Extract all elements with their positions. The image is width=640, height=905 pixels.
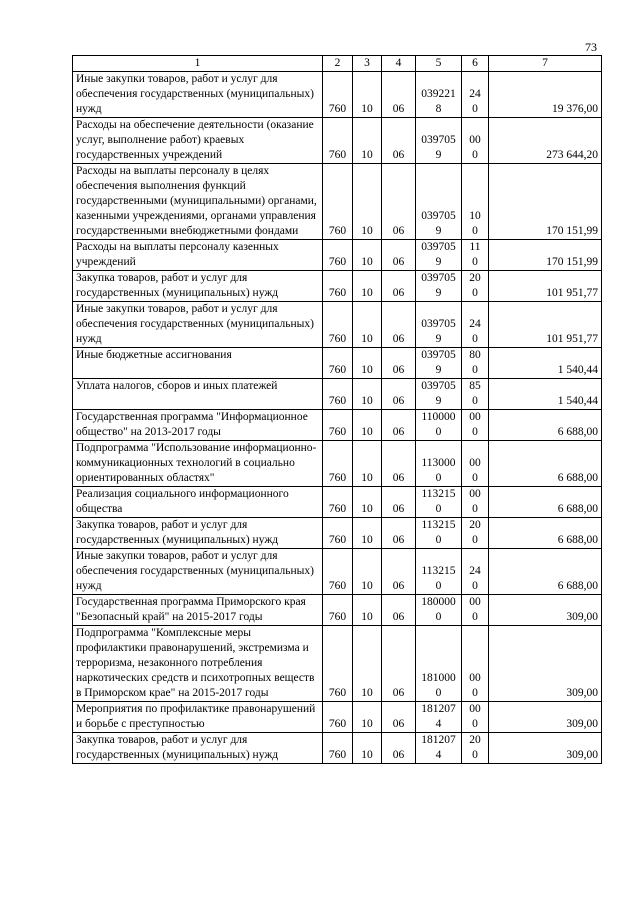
column-header: 5 [416, 56, 462, 72]
expense-type-cell: 00 0 [462, 702, 489, 733]
subsection-code-cell: 06 [382, 702, 416, 733]
table-row [73, 626, 602, 702]
ministry-code-cell: 760 [323, 72, 353, 118]
subsection-code-cell: 06 [382, 379, 416, 410]
section-code-cell: 10 [353, 240, 382, 271]
subsection-code-cell: 06 [382, 164, 416, 240]
amount-cell: 6 688,00 [489, 549, 602, 595]
column-header: 7 [489, 56, 602, 72]
row-name-cell: Подпрограмма "Использование информационно-коммуникационных технологий в социально ориентированных областях" [73, 441, 323, 487]
section-code-cell: 10 [353, 164, 382, 240]
row-name-cell: Закупка товаров, работ и услуг для государственных (муниципальных) нужд [73, 271, 323, 302]
section-code-cell: 10 [353, 348, 382, 379]
amount-cell: 170 151,99 [489, 240, 602, 271]
ministry-code-cell: 760 [323, 626, 353, 702]
table-row [73, 379, 602, 410]
amount-cell: 1 540,44 [489, 379, 602, 410]
table-row [73, 487, 602, 518]
amount-cell: 6 688,00 [489, 441, 602, 487]
expense-type-cell: 24 0 [462, 549, 489, 595]
table-row [73, 549, 602, 595]
target-article-cell: 181000 0 [416, 626, 462, 702]
expense-type-cell: 11 0 [462, 240, 489, 271]
subsection-code-cell: 06 [382, 271, 416, 302]
amount-cell: 101 951,77 [489, 271, 602, 302]
table-row [73, 441, 602, 487]
subsection-code-cell: 06 [382, 240, 416, 271]
ministry-code-cell: 760 [323, 118, 353, 164]
section-code-cell: 10 [353, 302, 382, 348]
row-name-cell: Иные закупки товаров, работ и услуг для обеспечения государственных (муниципальных) нужд [73, 302, 323, 348]
subsection-code-cell: 06 [382, 441, 416, 487]
section-code-cell: 10 [353, 733, 382, 764]
page-number: 73 [585, 40, 597, 54]
table-row [73, 271, 602, 302]
table-row [73, 240, 602, 271]
amount-cell: 170 151,99 [489, 164, 602, 240]
ministry-code-cell: 760 [323, 302, 353, 348]
row-name-cell: Уплата налогов, сборов и иных платежей [73, 379, 323, 410]
row-name-cell: Мероприятия по профилактике правонарушений и борьбе с преступностью [73, 702, 323, 733]
ministry-code-cell: 760 [323, 595, 353, 626]
amount-cell: 6 688,00 [489, 487, 602, 518]
section-code-cell: 10 [353, 118, 382, 164]
subsection-code-cell: 06 [382, 487, 416, 518]
column-number-header-row [73, 56, 602, 72]
row-name-cell: Подпрограмма "Комплексные меры профилактики правонарушений, экстремизма и терроризма, незаконного потребления наркотических средств и психотропных веществ в Приморском крае" на 2015-2017 годы [73, 626, 323, 702]
target-article-cell: 113215 0 [416, 518, 462, 549]
section-code-cell: 10 [353, 271, 382, 302]
amount-cell: 309,00 [489, 595, 602, 626]
subsection-code-cell: 06 [382, 518, 416, 549]
expense-type-cell: 00 0 [462, 410, 489, 441]
expense-type-cell: 20 0 [462, 518, 489, 549]
table-row [73, 702, 602, 733]
target-article-cell: 113215 0 [416, 549, 462, 595]
ministry-code-cell: 760 [323, 379, 353, 410]
ministry-code-cell: 760 [323, 240, 353, 271]
target-article-cell: 180000 0 [416, 595, 462, 626]
amount-cell: 6 688,00 [489, 410, 602, 441]
table-row [73, 164, 602, 240]
section-code-cell: 10 [353, 441, 382, 487]
section-code-cell: 10 [353, 72, 382, 118]
target-article-cell: 039705 9 [416, 271, 462, 302]
amount-cell: 273 644,20 [489, 118, 602, 164]
table-row [73, 518, 602, 549]
row-name-cell: Расходы на выплаты персоналу в целях обеспечения выполнения функций государственными (муниципальными) органами, казенными учреждениями, органами управления государственными внебюджетными фондами [73, 164, 323, 240]
subsection-code-cell: 06 [382, 410, 416, 441]
row-name-cell: Закупка товаров, работ и услуг для государственных (муниципальных) нужд [73, 733, 323, 764]
ministry-code-cell: 760 [323, 348, 353, 379]
subsection-code-cell: 06 [382, 595, 416, 626]
section-code-cell: 10 [353, 379, 382, 410]
ministry-code-cell: 760 [323, 702, 353, 733]
row-name-cell: Расходы на обеспечение деятельности (оказание услуг, выполнение работ) краевых государственных учреждений [73, 118, 323, 164]
target-article-cell: 039221 8 [416, 72, 462, 118]
table-row [73, 595, 602, 626]
amount-cell: 309,00 [489, 702, 602, 733]
subsection-code-cell: 06 [382, 549, 416, 595]
row-name-cell: Государственная программа "Информационное общество" на 2013-2017 годы [73, 410, 323, 441]
amount-cell: 101 951,77 [489, 302, 602, 348]
ministry-code-cell: 760 [323, 549, 353, 595]
target-article-cell: 113215 0 [416, 487, 462, 518]
section-code-cell: 10 [353, 702, 382, 733]
expense-type-cell: 00 0 [462, 626, 489, 702]
row-name-cell: Закупка товаров, работ и услуг для государственных (муниципальных) нужд [73, 518, 323, 549]
target-article-cell: 113000 0 [416, 441, 462, 487]
target-article-cell: 181207 4 [416, 702, 462, 733]
expense-type-cell: 85 0 [462, 379, 489, 410]
expense-type-cell: 10 0 [462, 164, 489, 240]
expense-type-cell: 24 0 [462, 72, 489, 118]
ministry-code-cell: 760 [323, 410, 353, 441]
expense-type-cell: 20 0 [462, 733, 489, 764]
subsection-code-cell: 06 [382, 72, 416, 118]
expense-type-cell: 00 0 [462, 118, 489, 164]
target-article-cell: 110000 0 [416, 410, 462, 441]
column-header: 4 [382, 56, 416, 72]
column-header: 1 [73, 56, 323, 72]
row-name-cell: Иные бюджетные ассигнования [73, 348, 323, 379]
row-name-cell: Иные закупки товаров, работ и услуг для обеспечения государственных (муниципальных) нужд [73, 72, 323, 118]
expense-type-cell: 20 0 [462, 271, 489, 302]
table-row [73, 348, 602, 379]
table-row [73, 302, 602, 348]
column-header: 2 [323, 56, 353, 72]
target-article-cell: 039705 9 [416, 240, 462, 271]
table-row [73, 733, 602, 764]
row-name-cell: Иные закупки товаров, работ и услуг для обеспечения государственных (муниципальных) нужд [73, 549, 323, 595]
ministry-code-cell: 760 [323, 518, 353, 549]
column-header: 3 [353, 56, 382, 72]
expense-type-cell: 00 0 [462, 441, 489, 487]
row-name-cell: Расходы на выплаты персоналу казенных учреждений [73, 240, 323, 271]
amount-cell: 309,00 [489, 733, 602, 764]
target-article-cell: 181207 4 [416, 733, 462, 764]
section-code-cell: 10 [353, 549, 382, 595]
ministry-code-cell: 760 [323, 487, 353, 518]
row-name-cell: Реализация социального информационного общества [73, 487, 323, 518]
section-code-cell: 10 [353, 626, 382, 702]
expense-type-cell: 00 0 [462, 487, 489, 518]
target-article-cell: 039705 9 [416, 348, 462, 379]
table-row [73, 72, 602, 118]
ministry-code-cell: 760 [323, 441, 353, 487]
table-row [73, 118, 602, 164]
section-code-cell: 10 [353, 518, 382, 549]
table-row [73, 410, 602, 441]
budget-table [72, 55, 602, 764]
section-code-cell: 10 [353, 595, 382, 626]
amount-cell: 19 376,00 [489, 72, 602, 118]
expense-type-cell: 24 0 [462, 302, 489, 348]
row-name-cell: Государственная программа Приморского края "Безопасный край" на 2015-2017 годы [73, 595, 323, 626]
section-code-cell: 10 [353, 487, 382, 518]
ministry-code-cell: 760 [323, 271, 353, 302]
section-code-cell: 10 [353, 410, 382, 441]
amount-cell: 1 540,44 [489, 348, 602, 379]
subsection-code-cell: 06 [382, 348, 416, 379]
target-article-cell: 039705 9 [416, 302, 462, 348]
target-article-cell: 039705 9 [416, 118, 462, 164]
target-article-cell: 039705 9 [416, 164, 462, 240]
amount-cell: 6 688,00 [489, 518, 602, 549]
ministry-code-cell: 760 [323, 164, 353, 240]
ministry-code-cell: 760 [323, 733, 353, 764]
column-header: 6 [462, 56, 489, 72]
subsection-code-cell: 06 [382, 733, 416, 764]
target-article-cell: 039705 9 [416, 379, 462, 410]
subsection-code-cell: 06 [382, 626, 416, 702]
expense-type-cell: 00 0 [462, 595, 489, 626]
subsection-code-cell: 06 [382, 118, 416, 164]
amount-cell: 309,00 [489, 626, 602, 702]
expense-type-cell: 80 0 [462, 348, 489, 379]
subsection-code-cell: 06 [382, 302, 416, 348]
